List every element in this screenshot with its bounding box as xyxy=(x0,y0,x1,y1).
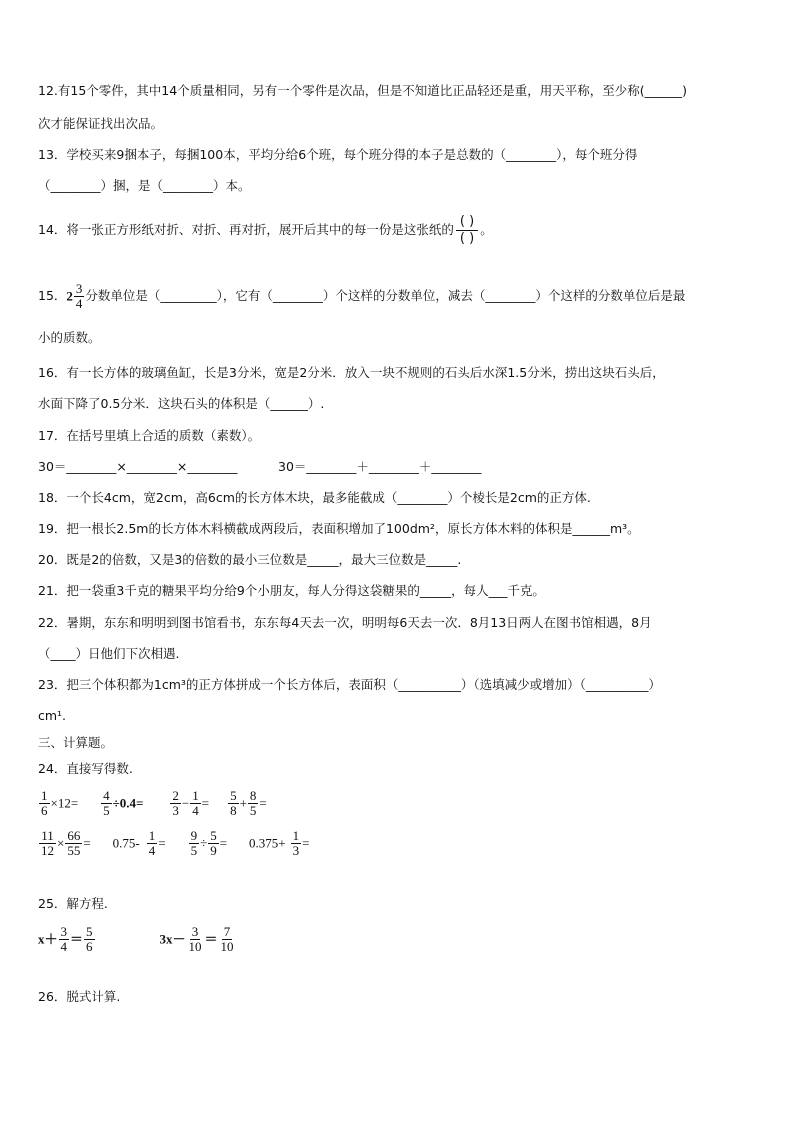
q24-row1: $\frac{1}{6}$ ×12= $\frac{4}{5}$ ÷0.4= $\frac{2}{3}$ − $\frac{1}{4}$ = $\frac{5}{8}$ + $\frac{8}{5}$ = xyxy=(41,788,267,818)
q18: 18．一个长4cm，宽2cm，高6cm的长方体木块，最多能截成（________）个棱长是2cm的正方体. xyxy=(38,490,591,505)
q24-row2: $\frac{11}{12}$ × $\frac{66}{55}$ = 0.75- $\frac{1}{4}$ = $\frac{9}{5}$ ÷ $\frac{5}{9}$ = 0.375+ $\frac{1}{3}$ = xyxy=(41,828,310,858)
q25-title: 25．解方程. xyxy=(38,896,108,911)
q19: 19．把一根长2.5m的长方体木料横截成两段后，表面积增加了100dm²，原长方体木料的体积是______m³。 xyxy=(38,521,640,536)
q14-answer-fraction[interactable]: ( ) ( ) xyxy=(456,214,478,247)
q16-line2: 水面下降了0.5分米．这块石头的体积是（______）. xyxy=(38,396,325,411)
section-3-heading: 三、计算题。 xyxy=(38,735,114,750)
q25-eq1-prefix: x＋ xyxy=(38,931,58,947)
q15-line2: 小的质数。 xyxy=(38,330,101,345)
q13-line2: （________）捆，是（________）本。 xyxy=(38,178,251,193)
q15-mixed-whole: 2 xyxy=(66,288,73,304)
q13-line1: 13．学校买来9捆本子，每捆100本，平均分给6个班，每个班分得的本子是总数的（________），每个班分得 xyxy=(38,147,638,162)
q17-eq1: 30＝________×________×________ xyxy=(38,459,238,474)
q12-line1: 12.有15个零件，其中14个质量相同，另有一个零件是次品，但是不知道比正品轻还是重，用天平称，至少称(______) xyxy=(38,83,687,98)
q14-text: 14．将一张正方形纸对折、对折、再对折，展开后其中的每一份是这张纸的 xyxy=(38,222,454,237)
q17-title: 17．在括号里填上合适的质数（素数）。 xyxy=(38,428,261,443)
q22-line2: （____）日他们下次相遇. xyxy=(38,646,180,661)
q17-eq2: 30＝________＋________＋________ xyxy=(278,459,482,474)
q23-line2: cm¹. xyxy=(38,708,67,723)
q21: 21．把一袋重3千克的糖果平均分给9个小朋友，每人分得这袋糖果的_____，每人___千克。 xyxy=(38,583,545,598)
q25-eq2-prefix: 3x－ xyxy=(159,931,186,947)
q24-title: 24．直接写得数. xyxy=(38,761,133,776)
q16-line1: 16．有一长方体的玻璃鱼缸，长是3分米，宽是2分米．放入一块不规则的石头后水深1.5分米，捞出这块石头后， xyxy=(38,365,665,380)
q20: 20．既是2的倍数，又是3的倍数的最小三位数是_____，最大三位数是_____. xyxy=(38,552,462,567)
q12-line2: 次才能保证找出次品。 xyxy=(38,116,164,131)
q15-line1: 15．2 $\frac{3}{4}$ 分数单位是（_________），它有（________）个这样的分数单位，减去（________）个这样的分数单位后是最 xyxy=(38,281,686,311)
q22-line1: 22．暑期，东东和明明到图书馆看书，东东每4天去一次，明明每6天去一次．8月13日两人在图书馆相遇，8月 xyxy=(38,615,652,630)
q26-title: 26．脱式计算. xyxy=(38,989,121,1004)
q14: 14．将一张正方形纸对折、对折、再对折，展开后其中的每一份是这张纸的 ( ) ( ) 。 xyxy=(38,214,493,246)
q23-line1: 23．把三个体积都为1cm³的正方体拼成一个长方体后，表面积（__________）（选填减少或增加）（__________） xyxy=(38,677,661,692)
q25-equations: x＋ $\frac{3}{4}$ ＝ $\frac{5}{6}$ 3x－ $\frac{3}{10}$ ＝ $\frac{7}{10}$ xyxy=(38,924,234,954)
